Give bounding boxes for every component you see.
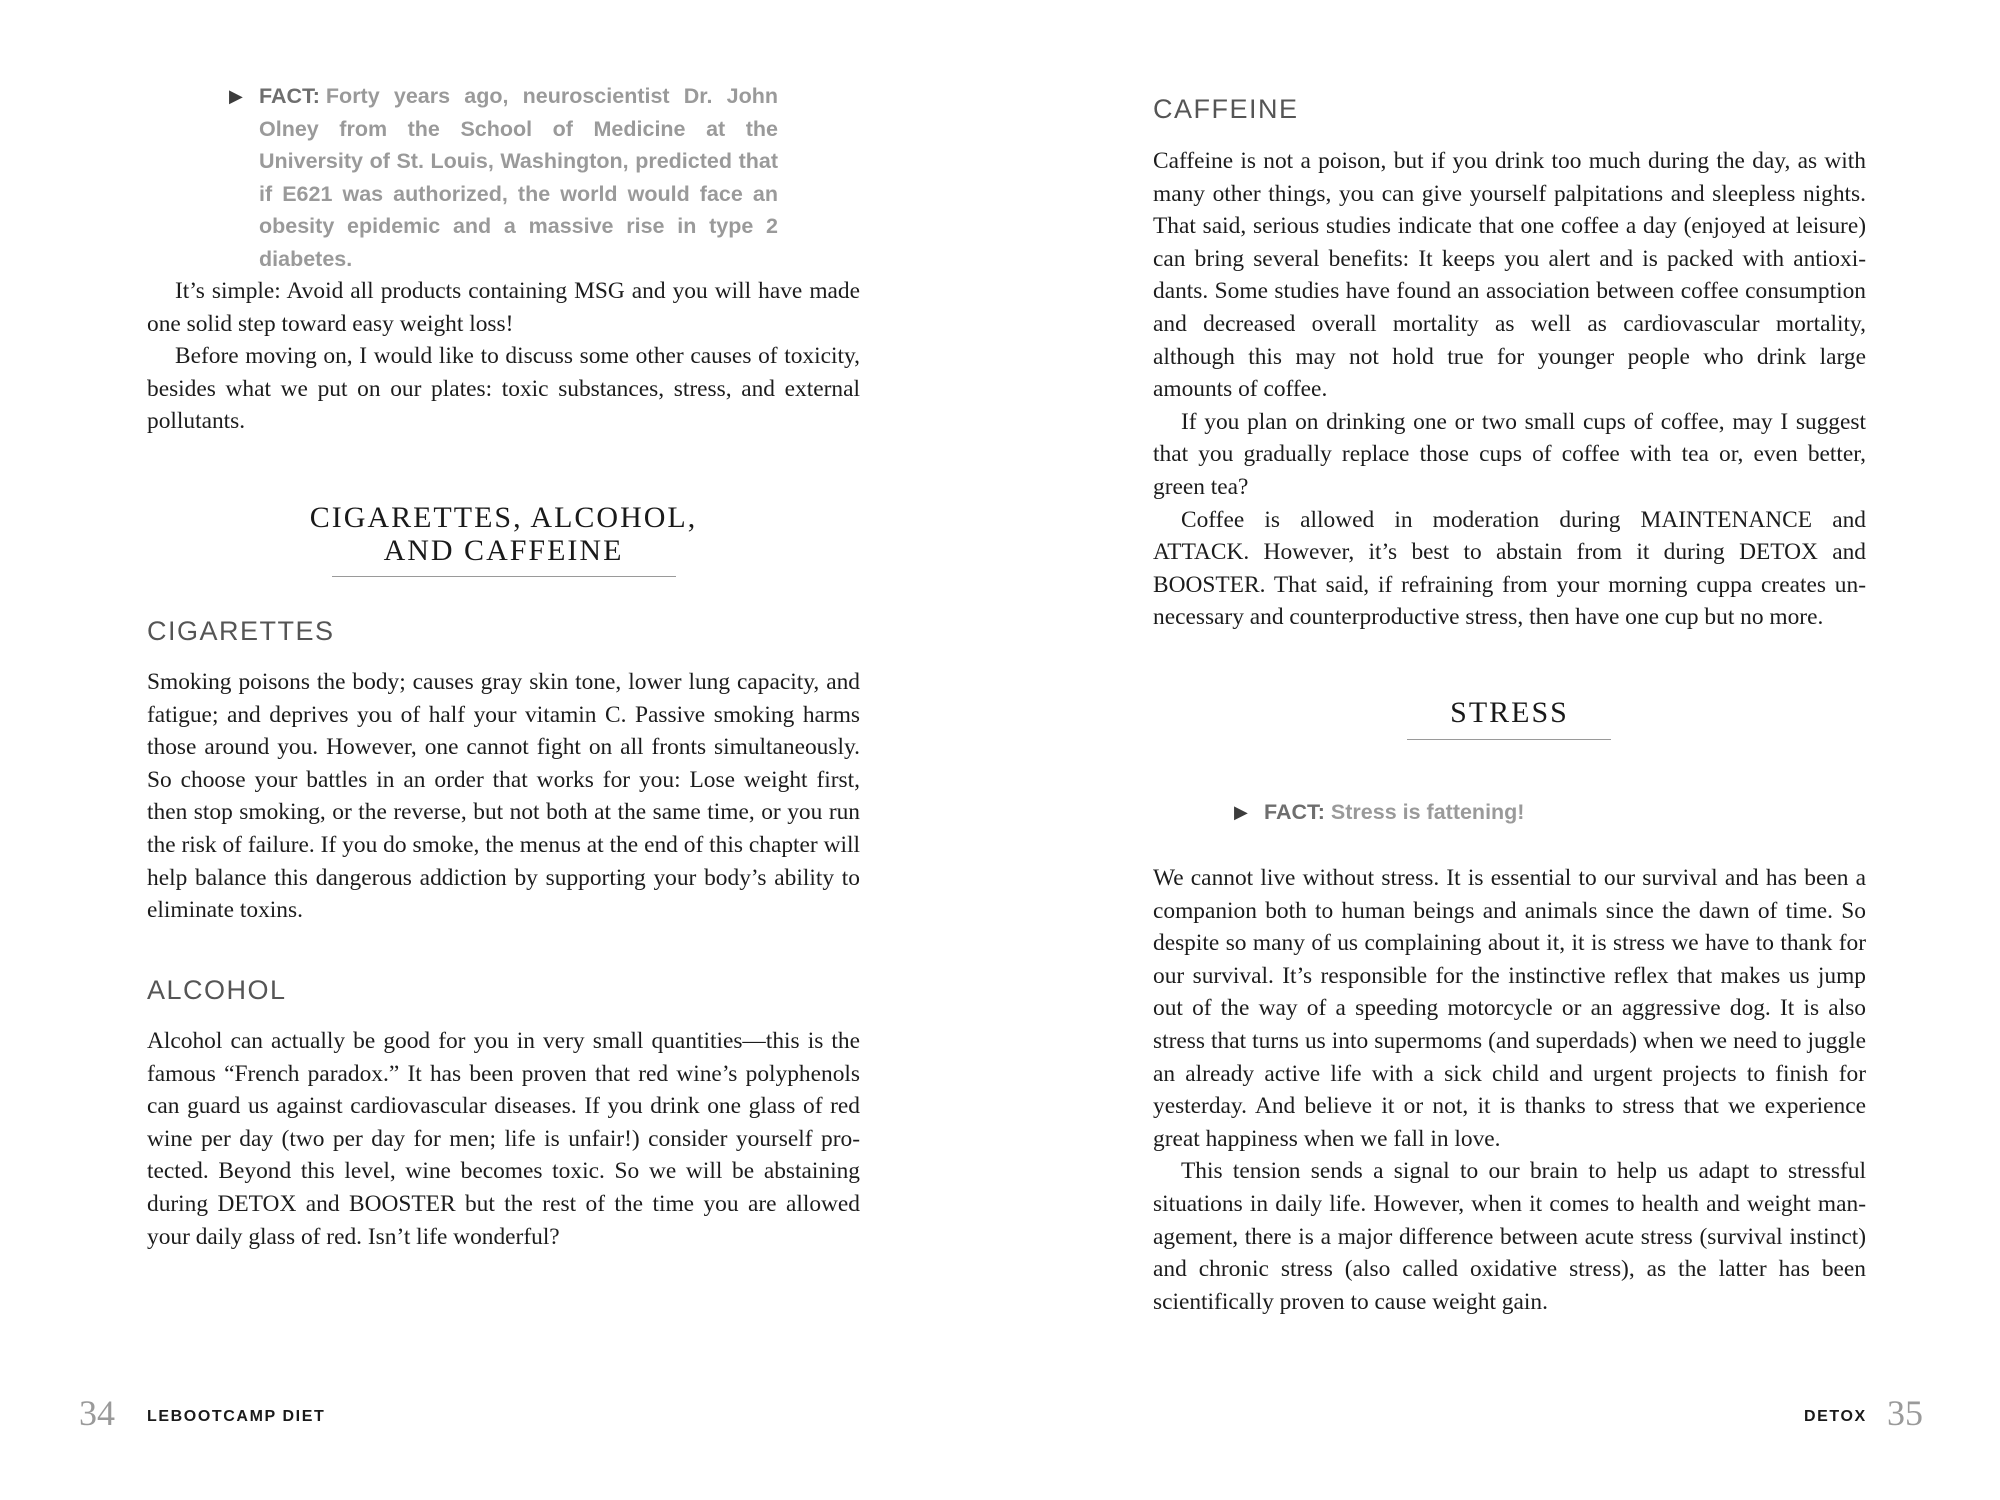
paragraph: Coffee is allowed in moderation during MAINTENANCE and ATTACK. However, it’s best to abstain from it during DETOX and BOOSTER. That said, if refraining from your morning cuppa creates unnecessary and counterproductive stress, then have one cup but no more. (1153, 506, 1866, 631)
fact-label: FACT: (259, 84, 320, 108)
fact-label: FACT: (1264, 800, 1325, 824)
paragraph: If you plan on drinking one or two small cups of coffee, may I suggest that you gradually replace those cups of coffee with tea or, even better, green tea? (1153, 408, 1866, 500)
paragraph: Smoking poisons the body; causes gray skin tone, lower lung capacity, and fatigue; and deprives you of half your vitamin C. Passive smoking harms those around you. However, one cannot fight on all fronts simultaneously. So choose your battles in an order that works for you: Lose weight first, then stop smoking, or the reverse, but not both at the same time, or you run the risk of failure. If you do smoke, the menus at the end of this chapter will help balance this dangerous addiction by supporting your body’s ability to eliminate toxins. (147, 669, 860, 924)
triangle-bullet-icon: ▶ (1234, 802, 1248, 822)
cigarettes-text (147, 666, 860, 927)
subheading-caffeine: CAFFEINE (1153, 94, 1299, 124)
intro-text (147, 275, 860, 438)
paragraph: Alcohol can actually be good for you in very small quantities—this is the famous “French paradox.” It has been proven that red wine’s polyphenols can guard us against cardiovascular diseases. If you drink one glass of red wine per day (two per day for men; life is unfair!) consider yourself protected. Beyond this level, wine becomes toxic. So we will be abstaining during DETOX and BOOSTER but the rest of the time you are allowed your daily glass of red. Isn’t life wonderful? (147, 1028, 860, 1250)
paragraph: Caffeine is not a poison, but if you drink too much during the day, as with many other things, you can give yourself palpitations and sleepless nights. That said, serious studies indicate that one coffee a day (enjoyed at leisure) can bring several benefits: It keeps you alert and is packed with antioxidants. Some studies have found an association between coffee consumption and decreased overall mortality as well as cardiovascular mortality, although this may not hold true for younger people who drink large amounts of coffee. (1153, 148, 1866, 403)
paragraph: We cannot live without stress. It is essential to our survival and has been a companion both to human beings and animals since the dawn of time. So despite so many of us complaining about it, it is stress we have to thank for our survival. It’s responsible for the instinctive reflex that makes us jump out of the way of a speeding motorcycle or an aggressive dog. It is also stress that turns us into supermoms (and superdads) when we need to juggle an already active life with a sick child and urgent projects to finish for yesterday. And believe it or not, it is thanks to stress that we experience great happiness when we fall in love. (1153, 865, 1866, 1152)
paragraph: Before moving on, I would like to discuss some other causes of toxicity, besides what we put on our plates: toxic substances, stress, and external pollutants. (147, 343, 860, 435)
right-page (1000, 0, 2000, 1500)
section-title-line: CIGARETTES, ALCOHOL, (309, 501, 698, 534)
fact-box-stress (1234, 796, 1764, 829)
alcohol-text (147, 1025, 860, 1253)
section-title-cigarettes-alcohol-caffeine (147, 501, 860, 567)
paragraph: This tension sends a signal to our brain to help us adapt to stressful situations in daily life. However, when it comes to health and weight management, there is a major difference between acute stress (survival instinct) and chronic stress (also called oxidative stress), as the latter has been scientifically proven to cause weight gain. (1153, 1158, 1866, 1315)
running-head: DETOX (1804, 1408, 1867, 1425)
triangle-bullet-icon: ▶ (229, 86, 243, 106)
page-number: 35 (1887, 1393, 1923, 1433)
subheading-alcohol: ALCOHOL (147, 975, 287, 1005)
section-divider (1407, 739, 1611, 740)
section-title-line: AND CAFFEINE (383, 534, 624, 567)
fact-box-msg (229, 80, 778, 276)
fact-text: Forty years ago, neuroscientist Dr. John Olney from the School of Medicine at the University of St. Louis, Washington, predicted that if E621 was authorized, the world would face an obesity epidemic and a massive rise in type 2 diabetes. (259, 84, 778, 271)
section-title-stress: STRESS (1450, 696, 1569, 729)
caffeine-text (1153, 145, 1866, 634)
stress-text (1153, 862, 1866, 1318)
page-number: 34 (79, 1393, 115, 1433)
subheading-cigarettes: CIGARETTES (147, 616, 335, 646)
section-divider (332, 576, 676, 577)
paragraph: It’s simple: Avoid all products containing MSG and you will have made one solid step toward easy weight loss! (147, 278, 860, 337)
running-head: LEBOOTCAMP DIET (147, 1408, 326, 1425)
fact-text: Stress is fattening! (1330, 800, 1525, 824)
